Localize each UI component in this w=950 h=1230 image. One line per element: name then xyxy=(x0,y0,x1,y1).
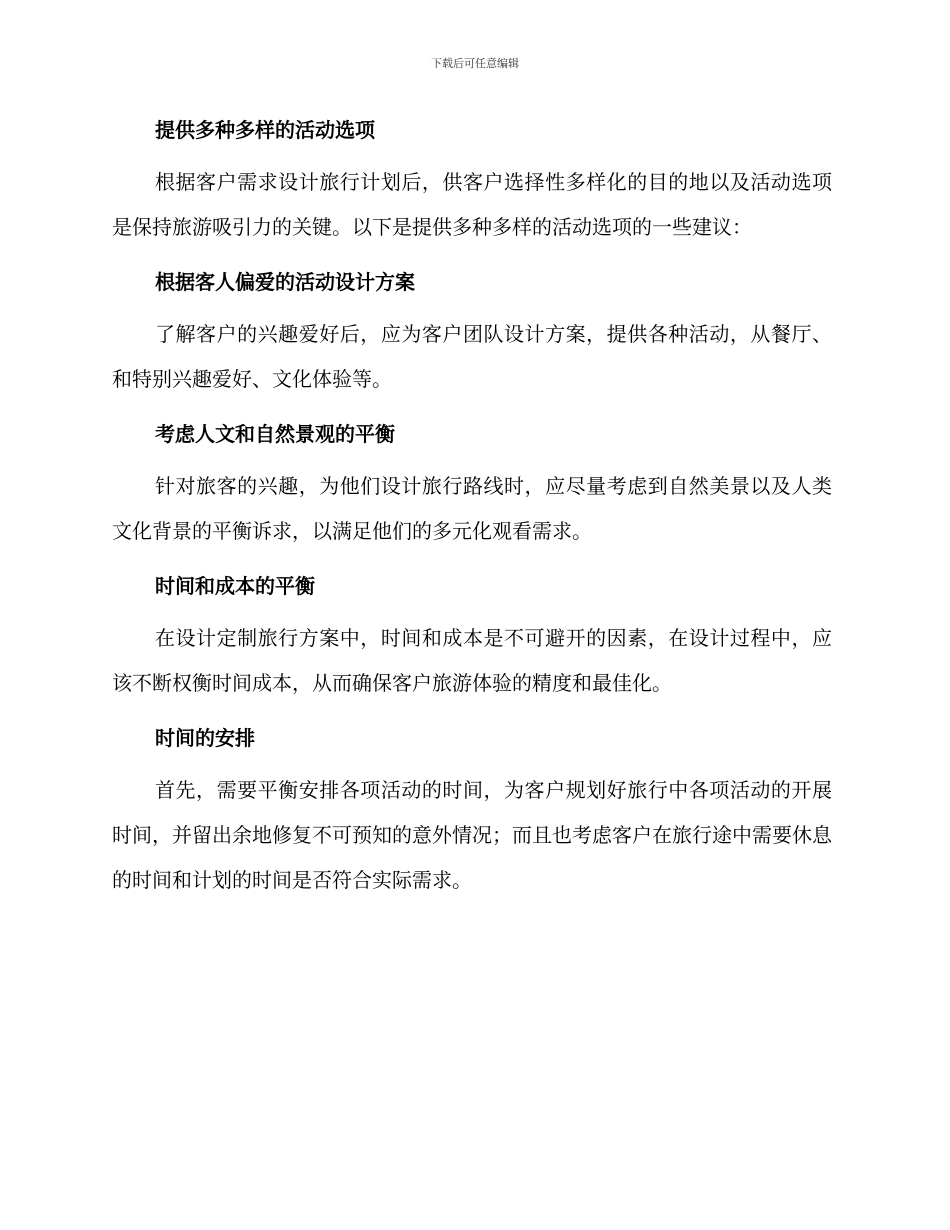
section-time-arrangement xyxy=(112,718,832,903)
document-body xyxy=(112,110,832,915)
section-heading: 考虑人文和自然景观的平衡 xyxy=(155,422,395,446)
section-culture-nature-balance xyxy=(112,414,832,554)
section-heading: 时间和成本的平衡 xyxy=(155,574,315,598)
section-paragraph: 针对旅客的兴趣，为他们设计旅行路线时，应尽量考虑到自然美景以及人类文化背景的平衡诉求，以满足他们的多元化观看需求。 xyxy=(112,474,832,543)
section-heading: 根据客人偏爱的活动设计方案 xyxy=(155,270,415,294)
section-activity-options xyxy=(112,110,832,250)
section-paragraph: 根据客户需求设计旅行计划后，供客户选择性多样化的目的地以及活动选项是保持旅游吸引力的关键。以下是提供多种多样的活动选项的一些建议： xyxy=(112,170,832,239)
header-note: 下载后可任意编辑 xyxy=(431,57,519,70)
section-heading: 提供多种多样的活动选项 xyxy=(155,118,375,142)
section-heading: 时间的安排 xyxy=(155,726,255,750)
section-paragraph: 了解客户的兴趣爱好后，应为客户团队设计方案，提供各种活动，从餐厅、和特别兴趣爱好、文化体验等。 xyxy=(112,322,832,391)
section-paragraph: 在设计定制旅行方案中，时间和成本是不可避开的因素，在设计过程中，应该不断权衡时间成本，从而确保客户旅游体验的精度和最佳化。 xyxy=(112,626,832,695)
section-time-cost-balance xyxy=(112,566,832,706)
section-paragraph: 首先，需要平衡安排各项活动的时间，为客户规划好旅行中各项活动的开展时间，并留出余地修复不可预知的意外情况；而且也考虑客户在旅行途中需要休息的时间和计划的时间是否符合实际需求。 xyxy=(112,778,832,892)
section-guest-preference xyxy=(112,262,832,402)
